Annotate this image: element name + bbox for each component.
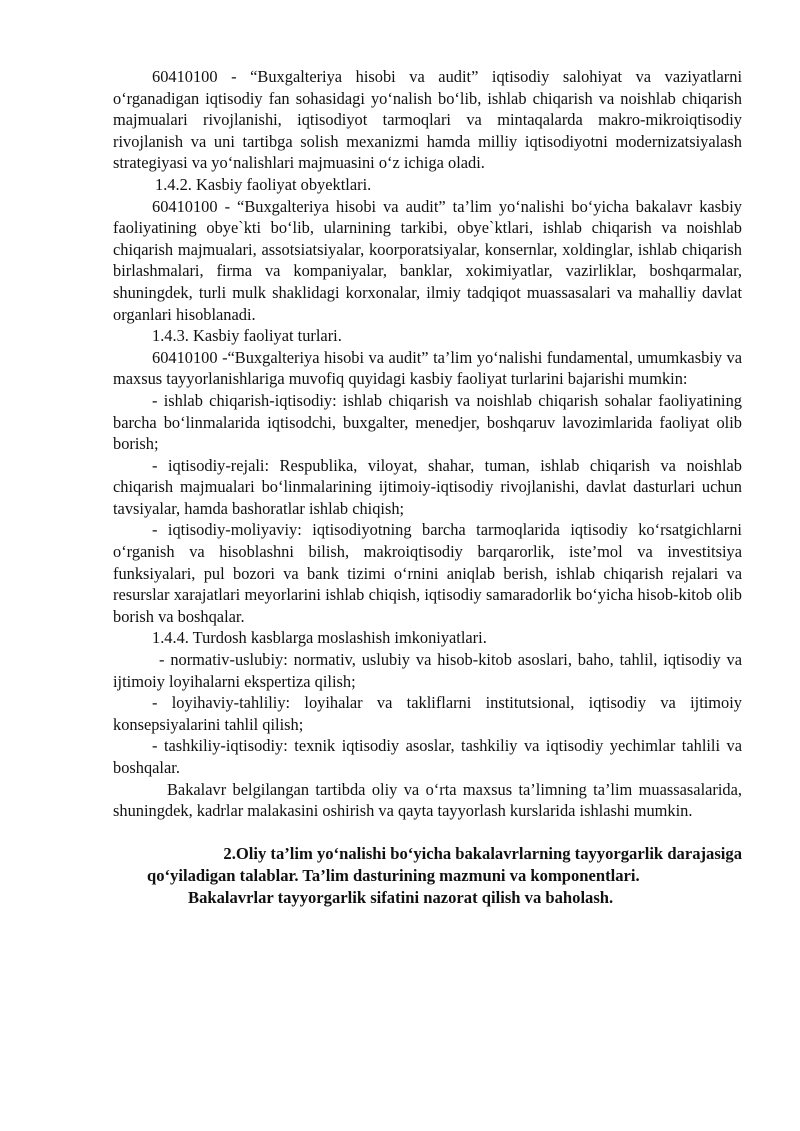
list-item-financial: - iqtisodiy-moliyaviy: iqtisodiyotning barcha tarmoqlarida iqtisodiy ko‘rsatgichlarni o‘rganish va hisoblashni bilish, makroiqtisodiy barqarorlik, iste’mol va investitsiya funksiyalari, pul bozori va bank tizimi o‘rnini aniqlab berish, ishlab chiqarish rejalari va resurslar xarajatlari meyorlarini ishlab chiqish, iqtisodiy samaradorlik bo‘yicha hisob-kitob olib borish va boshqalar. <box>113 520 742 626</box>
section-1-4-4-title: 1.4.4. Turdosh kasblarga moslashish imkoniyatlari. <box>152 628 487 648</box>
objects-paragraph: 60410100 - “Buxgalteriya hisobi va audit” ta’lim yo‘nalishi bo‘yicha bakalavr kasbiy faoliyatining obye`kti bo‘lib, ularnining tarkibi, obye`ktlari, ishlab chiqarish va noishlab chiqarish majmualari, assotsiatsiyalar, koorporatsiyalar, konsernlar, xoldinglar, ishlab chiqarish birlashmalari, firma va kompaniyalar, banklar, xokimiyatlar, vazirliklar, boshqarmalar, shuningdek, turli mulk shaklidagi korxonalar, ilmiy tadqiqot muassasalari va mahalliy davlat organlari hisoblanadi. <box>113 196 742 324</box>
heading-line-3: Bakalavrlar tayyorgarlik sifatini nazorat qilish va baholash. <box>188 887 614 907</box>
section-1-4-2-title: 1.4.2. Kasbiy faoliyat obyektlari. <box>155 174 372 194</box>
intro-paragraph: 60410100 - “Buxgalteriya hisobi va audit” iqtisodiy salohiyat va vaziyatlarni o‘rganadigan iqtisodiy fan sohasidagi yo‘nalish bo‘lib, ishlab chiqarish va noishlab chiqarish majmualari rivojlanishi, iqtisodiyot tarmoqlari va mintaqalarda makro-mikroiqtisodiy rivojlanish va uni tartibga solish mexanizmi hamda milliy iqtisodiyotni modernizatsiyalash strategiyasi va yo‘nalishlari majmuasini o‘z ichiga oladi. <box>113 67 742 173</box>
heading-line-1: 2.Oliy ta’lim yo‘nalishi bo‘yicha bakalavrlarning tayyorgarlik darajasiga <box>223 843 742 863</box>
spacer <box>113 822 742 843</box>
activity-types-paragraph: 60410100 -“Buxgalteriya hisobi va audit” ta’lim yo‘nalishi fundamental, umumkasbiy va maxsus tayyorlanishlariga muvofiq quyidagi kasbiy faoliyat turlarini bajarishi mumkin: <box>113 347 742 389</box>
list-item-project: - loyihaviy-tahliliy: loyihalar va takliflarni institutsional, iqtisodiy va ijtimoiy konsepsiyalarini tahlil qilish; <box>113 693 742 734</box>
heading-line-2: qo‘yiladigan talablar. Ta’lim dasturining mazmuni va komponentlari. <box>147 865 640 885</box>
document-page <box>113 66 742 909</box>
bachelor-paragraph: Bakalavr belgilangan tartibda oliy va o‘rta maxsus ta’limning ta’lim muassasalarida, shuningdek, kadrlar malakasini oshirish va qayta tayyorlash kurslarida ishlashi mumkin. <box>113 779 742 821</box>
list-item-planning: - iqtisodiy-rejali: Respublika, viloyat, shahar, tuman, ishlab chiqarish va noishlab chiqarish majmualari bo‘linmalarining ijtimoiy-iqtisodiy rivojlanishi, davlat dasturlari uchun tavsiyalar, hamda bashoratlar ishlab chiqish; <box>113 455 742 518</box>
section-2-heading <box>113 843 742 909</box>
list-item-production: - ishlab chiqarish-iqtisodiy: ishlab chiqarish va noishlab chiqarish sohalar faoliyatining barcha bo‘linmalarida iqtisodchi, buxgalter, menedjer, boshqaruv lavozimlarida faoliyat olib borish; <box>113 390 742 454</box>
list-item-normative: - normativ-uslubiy: normativ, uslubiy va hisob-kitob asoslari, baho, tahlil, iqtisodiy va ijtimoiy loyihalarni ekspertiza qilish; <box>113 650 742 691</box>
section-1-4-3-title: 1.4.3. Kasbiy faoliyat turlari. <box>152 326 342 346</box>
list-item-organizational: - tashkiliy-iqtisodiy: texnik iqtisodiy asoslar, tashkiliy va iqtisodiy yechimlar tahlili va boshqalar. <box>113 736 742 777</box>
